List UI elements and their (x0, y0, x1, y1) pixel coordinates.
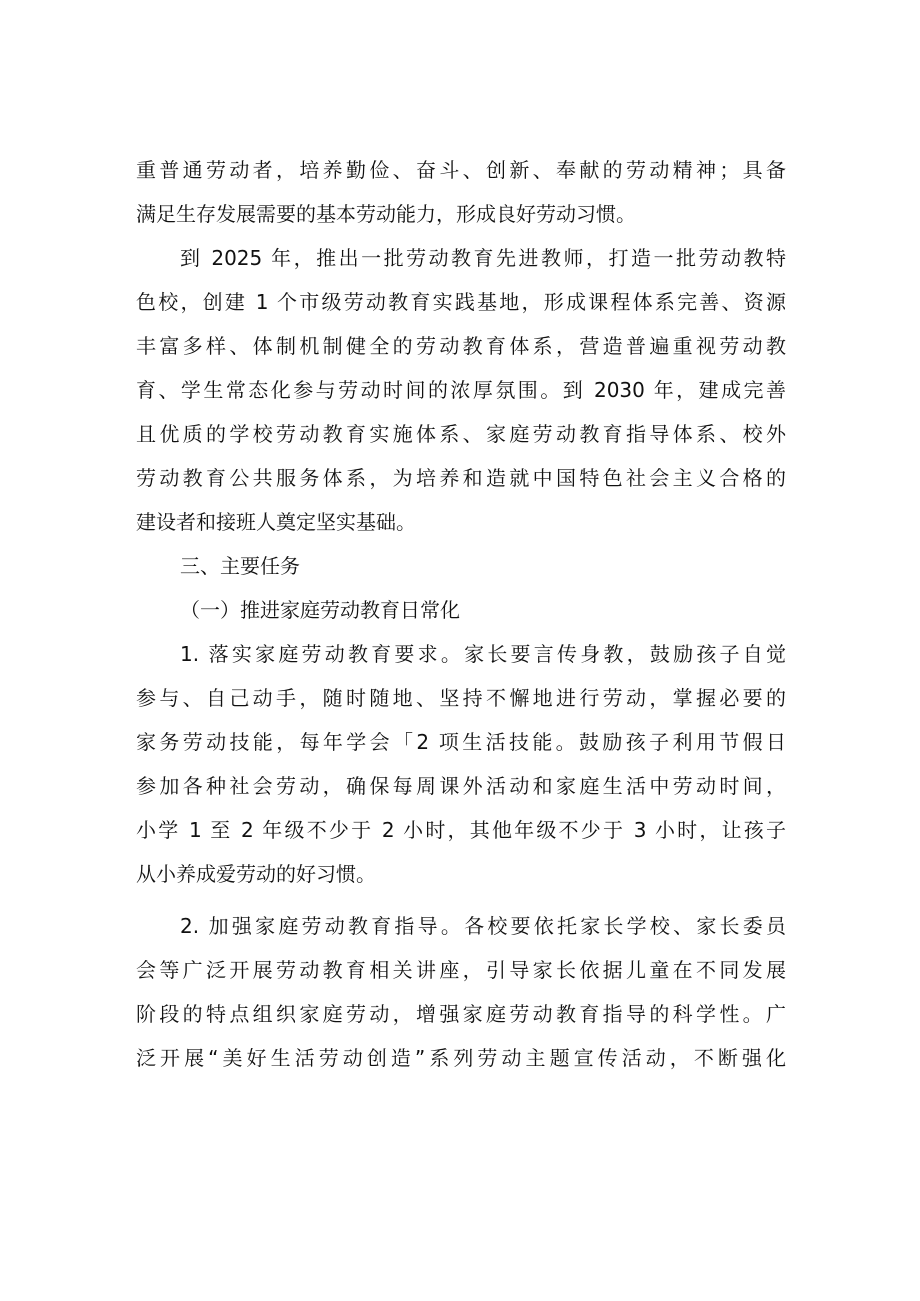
paragraph-family-labor-guidance (136, 904, 786, 1080)
text-line: 劳动教育公共服务体系，为培养和造就中国特色社会主义合格的 (136, 466, 786, 490)
text-line: 泛开展“美好生活劳动创造”系列劳动主题宣传活动，不断强化 (136, 1046, 786, 1070)
text-line: 小学 1 至 2 年级不少于 2 小时，其他年级不少于 3 小时，让孩子 (136, 818, 786, 842)
text-line: 色校，创建 1 个市级劳动教育实践基地，形成课程体系完善、资源 (136, 290, 786, 314)
text-line: 重普通劳动者，培养勤俭、奋斗、创新、奉献的劳动精神；具备 (136, 158, 786, 182)
text-line: 家务劳动技能，每年学会「2 项生活技能。鼓励孩子利用节假日 (136, 730, 786, 754)
text-line: 育、学生常态化参与劳动时间的浓厚氛围。到 2030 年，建成完善 (136, 378, 786, 402)
text-line: 且优质的学校劳动教育实施体系、家庭劳动教育指导体系、校外 (136, 422, 786, 446)
paragraph-goals-2025-2030 (136, 236, 786, 544)
text-line: 2. 加强家庭劳动教育指导。各校要依托家长学校、家长委员 (180, 914, 786, 938)
text-line: 从小养成爱劳动的好习惯。 (136, 862, 376, 886)
text-line: 建设者和接班人奠定坚实基础。 (136, 510, 416, 534)
text-line: 1. 落实家庭劳动教育要求。家长要言传身教，鼓励孩子自觉 (180, 642, 786, 666)
text-line: 会等广泛开展劳动教育相关讲座，引导家长依据儿童在不同发展 (136, 958, 786, 982)
text-line: 参加各种社会劳动，确保每周课外活动和家庭生活中劳动时间， (136, 774, 786, 798)
paragraph-family-labor-requirements (136, 632, 786, 896)
subsection-heading: （一）推进家庭劳动教育日常化 (180, 598, 460, 622)
text-line: 丰富多样、体制机制健全的劳动教育体系，营造普遍重视劳动教 (136, 334, 786, 358)
section-heading: 三、主要任务 (180, 554, 300, 578)
paragraph-labor-spirit (136, 148, 786, 236)
document-body (136, 148, 786, 1080)
text-line: 参与、自己动手，随时随地、坚持不懈地进行劳动，掌握必要的 (136, 686, 786, 710)
text-line: 满足生存发展需要的基本劳动能力，形成良好劳动习惯。 (136, 202, 636, 226)
paragraph-spacer (136, 896, 786, 904)
text-line: 阶段的特点组织家庭劳动，增强家庭劳动教育指导的科学性。广 (136, 1002, 786, 1026)
text-line: 到 2025 年，推出一批劳动教育先进教师，打造一批劳动教特 (180, 246, 786, 270)
